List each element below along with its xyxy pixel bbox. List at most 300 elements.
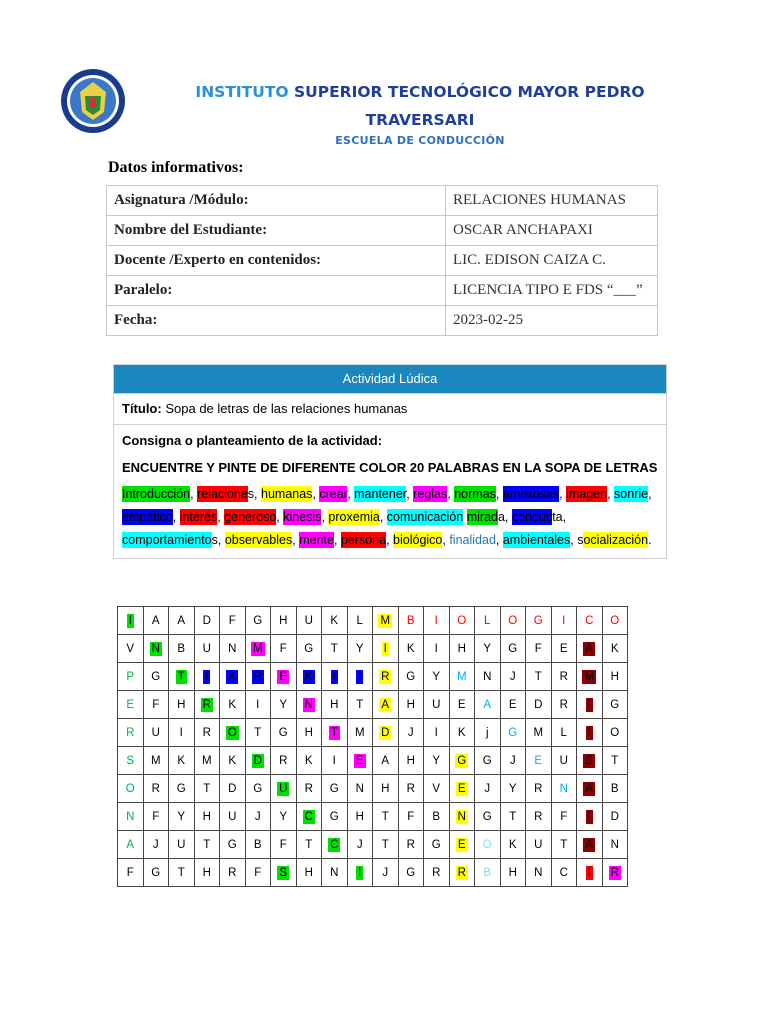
grid-letter: G <box>508 642 518 655</box>
grid-cell <box>347 635 373 663</box>
grid-letter: E <box>457 782 466 795</box>
grid-letter: K <box>330 614 339 627</box>
grid-cell <box>373 747 399 775</box>
grid-letter: P <box>126 670 135 683</box>
grid-cell <box>143 831 169 859</box>
grid-letter: G <box>431 838 441 851</box>
grid-cell <box>118 691 144 719</box>
grid-cell <box>271 663 297 691</box>
grid-cell <box>245 859 271 887</box>
grid-cell <box>118 775 144 803</box>
grid-cell <box>602 803 628 831</box>
grid-letter: K <box>177 754 186 767</box>
word-separator: , <box>217 510 225 524</box>
grid-letter: j <box>485 726 489 739</box>
grid-letter: N <box>457 810 466 823</box>
grid-letter: J <box>382 866 389 879</box>
grid-letter: E <box>534 754 543 767</box>
info-row <box>107 186 658 216</box>
grid-letter: H <box>304 726 313 739</box>
grid-cell <box>296 607 322 635</box>
grid-cell <box>602 831 628 859</box>
grid-cell <box>398 859 424 887</box>
grid-letter: O <box>125 782 135 795</box>
info-label: Paralelo: <box>107 276 446 306</box>
grid-letter: T <box>534 670 542 683</box>
grid-letter: N <box>559 782 568 795</box>
grid-letter: E <box>457 838 466 851</box>
grid-cell <box>169 635 195 663</box>
grid-cell <box>118 859 144 887</box>
grid-letter: F <box>228 614 236 627</box>
grid-cell <box>347 803 373 831</box>
grid-letter: O <box>227 726 237 739</box>
grid-cell <box>500 859 526 887</box>
highlighted-word: mantener <box>354 487 407 501</box>
grid-letter: O <box>482 838 492 851</box>
grid-cell <box>143 691 169 719</box>
grid-cell <box>194 831 220 859</box>
institute-name-rest: SUPERIOR TECNOLÓGICO MAYOR PEDRO TRAVERSARI <box>293 83 645 129</box>
highlighted-word: Introducción <box>122 487 191 501</box>
grid-letter: M <box>201 754 212 767</box>
grid-letter: Y <box>279 698 288 711</box>
grid-cell <box>220 607 246 635</box>
grid-letter: M <box>252 642 263 655</box>
grid-letter: F <box>407 810 415 823</box>
grid-cell <box>373 663 399 691</box>
grid-cell <box>398 803 424 831</box>
info-table <box>106 185 658 336</box>
grid-letter: T <box>330 726 338 739</box>
grid-letter: G <box>482 810 492 823</box>
info-row <box>107 276 658 306</box>
grid-letter: T <box>305 838 313 851</box>
grid-cell <box>449 775 475 803</box>
grid-cell <box>526 775 552 803</box>
grid-cell <box>551 663 577 691</box>
grid-cell <box>551 607 577 635</box>
grid-cell <box>526 859 552 887</box>
word-separator: , <box>570 533 578 547</box>
grid-letter: R <box>228 866 237 879</box>
highlighted-word: mirad <box>466 510 498 524</box>
highlighted-word: relacione <box>197 487 248 501</box>
grid-letter: V <box>126 642 135 655</box>
grid-cell <box>424 775 450 803</box>
grid-cell <box>245 803 271 831</box>
word-separator: , <box>333 533 341 547</box>
grid-letter: I <box>562 614 566 627</box>
grid-letter: B <box>406 614 415 627</box>
grid-letter: H <box>177 698 186 711</box>
grid-letter: A <box>381 698 390 711</box>
grid-cell <box>500 831 526 859</box>
grid-letter: G <box>329 782 339 795</box>
grid-letter: H <box>330 698 339 711</box>
highlighted-word: empático <box>122 510 173 524</box>
grid-cell <box>424 747 450 775</box>
grid-letter: K <box>304 670 313 683</box>
grid-cell <box>373 691 399 719</box>
grid-letter: I <box>256 698 260 711</box>
grid-letter: D <box>381 726 390 739</box>
info-value: RELACIONES HUMANAS <box>446 186 658 216</box>
grid-letter: G <box>533 614 543 627</box>
grid-row <box>118 775 628 803</box>
grid-cell <box>296 775 322 803</box>
grid-letter: H <box>202 866 211 879</box>
grid-letter: R <box>304 782 313 795</box>
word-separator: s, <box>211 533 225 547</box>
grid-letter: L <box>484 614 491 627</box>
grid-cell <box>322 635 348 663</box>
highlighted-word: crear <box>319 487 348 501</box>
grid-cell <box>500 747 526 775</box>
highlighted-word: proxemia <box>328 510 380 524</box>
grid-cell <box>169 775 195 803</box>
grid-cell <box>347 691 373 719</box>
grid-letter: R <box>534 782 543 795</box>
grid-cell <box>577 607 603 635</box>
grid-letter: A <box>126 838 135 851</box>
grid-cell <box>220 775 246 803</box>
consigna-instruction: ENCUENTRE Y PINTE DE DIFERENTE COLOR 20 PALABRAS EN LA SOPA DE LETRAS <box>122 460 658 475</box>
grid-row <box>118 663 628 691</box>
grid-letter: I <box>587 810 591 823</box>
grid-cell <box>551 859 577 887</box>
grid-cell <box>475 663 501 691</box>
word-separator: , <box>379 510 387 524</box>
grid-letter: G <box>457 754 467 767</box>
grid-cell <box>169 859 195 887</box>
info-label: Fecha: <box>107 306 446 336</box>
grid-cell <box>194 719 220 747</box>
grid-cell <box>194 691 220 719</box>
grid-letter: R <box>279 754 288 767</box>
grid-letter: B <box>610 782 619 795</box>
grid-letter: R <box>202 726 211 739</box>
grid-letter: U <box>432 698 441 711</box>
grid-cell <box>475 831 501 859</box>
grid-cell <box>271 635 297 663</box>
word-separator: , <box>447 487 455 501</box>
grid-cell <box>143 635 169 663</box>
grid-cell <box>602 859 628 887</box>
grid-letter: G <box>482 754 492 767</box>
grid-cell <box>143 607 169 635</box>
word-separator: . <box>648 533 652 547</box>
grid-letter: F <box>152 698 160 711</box>
grid-letter: K <box>228 698 237 711</box>
grid-cell <box>424 831 450 859</box>
grid-letter: Y <box>177 810 186 823</box>
grid-cell <box>398 747 424 775</box>
grid-letter: B <box>177 642 186 655</box>
grid-letter: T <box>330 642 338 655</box>
grid-letter: H <box>508 866 517 879</box>
highlighted-word: persona <box>340 533 387 547</box>
grid-letter: J <box>152 838 159 851</box>
grid-cell <box>373 635 399 663</box>
grid-letter: T <box>203 838 211 851</box>
grid-cell <box>194 663 220 691</box>
grid-cell <box>551 775 577 803</box>
grid-cell <box>449 747 475 775</box>
activity-consigna-row <box>114 424 666 558</box>
grid-cell <box>551 803 577 831</box>
grid-cell <box>475 775 501 803</box>
grid-cell <box>398 607 424 635</box>
grid-letter: R <box>381 670 390 683</box>
word-separator: a, <box>497 510 512 524</box>
grid-cell <box>296 663 322 691</box>
grid-letter: H <box>610 670 619 683</box>
highlighted-word: observables <box>224 533 293 547</box>
grid-letter: N <box>483 670 492 683</box>
grid-letter: K <box>228 670 237 683</box>
grid-cell <box>296 831 322 859</box>
grid-letter: R <box>406 838 415 851</box>
grid-cell <box>526 663 552 691</box>
grid-letter: I <box>587 698 591 711</box>
grid-cell <box>500 775 526 803</box>
grid-letter: G <box>253 614 263 627</box>
grid-cell <box>143 719 169 747</box>
grid-letter: K <box>610 642 619 655</box>
grid-cell <box>194 607 220 635</box>
grid-cell <box>424 859 450 887</box>
word-separator: , <box>321 510 329 524</box>
grid-cell <box>220 635 246 663</box>
grid-cell <box>118 719 144 747</box>
grid-cell <box>500 635 526 663</box>
grid-letter: H <box>279 614 288 627</box>
grid-letter: T <box>509 810 517 823</box>
info-row <box>107 246 658 276</box>
grid-letter: I <box>383 642 387 655</box>
grid-cell <box>271 831 297 859</box>
grid-letter: O <box>610 614 620 627</box>
grid-letter: D <box>534 698 543 711</box>
grid-letter: J <box>407 726 414 739</box>
grid-cell <box>475 803 501 831</box>
grid-cell <box>347 607 373 635</box>
grid-letter: N <box>126 810 135 823</box>
grid-letter: U <box>228 810 237 823</box>
grid-cell <box>118 747 144 775</box>
grid-cell <box>373 859 399 887</box>
grid-letter: G <box>227 838 237 851</box>
info-label: Docente /Experto en contenidos: <box>107 246 446 276</box>
grid-letter: F <box>560 810 568 823</box>
highlighted-word: mente <box>299 533 334 547</box>
grid-cell <box>322 775 348 803</box>
grid-letter: J <box>509 670 516 683</box>
grid-letter: D <box>202 614 211 627</box>
grid-cell <box>373 719 399 747</box>
grid-letter: K <box>304 754 313 767</box>
grid-letter: G <box>610 698 620 711</box>
grid-cell <box>373 775 399 803</box>
grid-cell <box>271 775 297 803</box>
grid-letter: R <box>406 782 415 795</box>
info-value: LICENCIA TIPO E FDS “___” <box>446 276 658 306</box>
highlighted-word: humanas <box>261 487 313 501</box>
grid-letter: A <box>177 614 186 627</box>
grid-letter: J <box>509 754 516 767</box>
grid-cell <box>551 691 577 719</box>
grid-cell <box>500 719 526 747</box>
grid-cell <box>322 691 348 719</box>
grid-letter: M <box>380 614 391 627</box>
grid-cell <box>475 607 501 635</box>
grid-letter: Y <box>432 754 441 767</box>
grid-letter: C <box>559 866 568 879</box>
grid-letter: E <box>279 670 288 683</box>
grid-letter: I <box>434 726 438 739</box>
word-separator: , <box>347 487 355 501</box>
grid-cell <box>347 663 373 691</box>
grid-cell <box>551 747 577 775</box>
highlighted-word: comportamiento <box>122 533 212 547</box>
grid-letter: R <box>559 698 568 711</box>
grid-letter: R <box>202 698 211 711</box>
grid-cell <box>322 663 348 691</box>
grid-cell <box>194 775 220 803</box>
grid-letter: I <box>587 866 591 879</box>
word-separator: , <box>648 487 652 501</box>
grid-cell <box>296 803 322 831</box>
grid-cell <box>118 663 144 691</box>
grid-letter: J <box>254 810 261 823</box>
grid-letter: R <box>253 670 262 683</box>
grid-letter: D <box>253 754 262 767</box>
grid-cell <box>526 803 552 831</box>
word-separator: , <box>495 487 503 501</box>
grid-cell <box>526 607 552 635</box>
grid-cell <box>322 859 348 887</box>
grid-cell <box>169 747 195 775</box>
grid-cell <box>118 803 144 831</box>
grid-row <box>118 719 628 747</box>
grid-cell <box>577 719 603 747</box>
grid-cell <box>194 803 220 831</box>
grid-cell <box>526 747 552 775</box>
grid-cell <box>220 719 246 747</box>
school-name: ESCUELA DE CONDUCCIÓN <box>335 134 505 147</box>
grid-cell <box>500 691 526 719</box>
grid-cell <box>500 607 526 635</box>
grid-letter: M <box>456 670 467 683</box>
grid-cell <box>449 691 475 719</box>
grid-letter: I <box>434 642 438 655</box>
grid-cell <box>602 635 628 663</box>
grid-letter: M <box>150 754 161 767</box>
institute-name-word1: INSTITUTO <box>195 83 289 101</box>
grid-cell <box>118 607 144 635</box>
word-separator: , <box>495 533 503 547</box>
grid-cell <box>475 719 501 747</box>
word-separator: ta, <box>552 510 567 524</box>
grid-cell <box>424 607 450 635</box>
grid-letter: I <box>358 866 362 879</box>
grid-cell <box>220 663 246 691</box>
grid-letter: A <box>483 698 492 711</box>
highlighted-word: finalidad <box>449 533 496 547</box>
grid-letter: I <box>332 754 336 767</box>
grid-cell <box>577 747 603 775</box>
info-row <box>107 216 658 246</box>
grid-cell <box>245 663 271 691</box>
grid-cell <box>475 691 501 719</box>
grid-letter: L <box>356 614 363 627</box>
highlighted-word: ambientales <box>502 533 571 547</box>
grid-letter: I <box>205 670 209 683</box>
grid-cell <box>551 719 577 747</box>
info-value: LIC. EDISON CAIZA C. <box>446 246 658 276</box>
grid-cell <box>526 831 552 859</box>
grid-letter: Y <box>432 670 441 683</box>
grid-letter: E <box>559 642 568 655</box>
grid-cell <box>296 859 322 887</box>
grid-letter: O <box>610 726 620 739</box>
grid-letter: N <box>610 838 619 851</box>
grid-cell <box>602 775 628 803</box>
grid-cell <box>577 663 603 691</box>
grid-letter: T <box>254 726 262 739</box>
institute-name <box>190 78 650 134</box>
grid-cell <box>577 831 603 859</box>
grid-letter: G <box>253 782 263 795</box>
grid-cell <box>526 691 552 719</box>
grid-letter: Y <box>279 810 288 823</box>
grid-letter: T <box>381 810 389 823</box>
grid-cell <box>322 831 348 859</box>
grid-letter: A <box>585 838 594 851</box>
consigna-label: Consigna o planteamiento de la actividad: <box>122 433 383 448</box>
grid-letter: L <box>560 726 567 739</box>
grid-letter: A <box>585 782 594 795</box>
grid-letter: H <box>355 810 364 823</box>
grid-cell <box>194 635 220 663</box>
grid-cell <box>347 719 373 747</box>
grid-cell <box>398 691 424 719</box>
grid-letter: F <box>534 642 542 655</box>
grid-cell <box>194 859 220 887</box>
grid-letter: N <box>304 698 313 711</box>
info-label: Nombre del Estudiante: <box>107 216 446 246</box>
grid-cell <box>118 831 144 859</box>
grid-letter: N <box>534 866 543 879</box>
grid-cell <box>169 831 195 859</box>
grid-letter: E <box>508 698 517 711</box>
grid-row <box>118 859 628 887</box>
grid-cell <box>220 859 246 887</box>
grid-cell <box>118 635 144 663</box>
grid-cell <box>373 607 399 635</box>
grid-cell <box>245 719 271 747</box>
grid-letter: N <box>228 642 237 655</box>
grid-cell <box>220 803 246 831</box>
grid-cell <box>271 803 297 831</box>
grid-cell <box>398 663 424 691</box>
highlighted-word: conduc <box>511 510 553 524</box>
grid-letter: T <box>177 866 185 879</box>
grid-cell <box>245 635 271 663</box>
grid-cell <box>602 691 628 719</box>
grid-cell <box>526 635 552 663</box>
